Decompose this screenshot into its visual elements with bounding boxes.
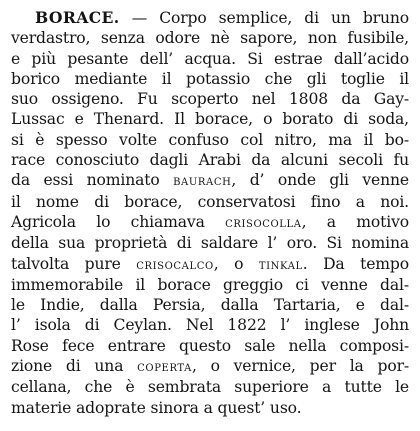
entry-line xyxy=(11,170,409,191)
small-caps-term: crisocalco xyxy=(136,256,214,273)
line-text: , d’ onde gli venne xyxy=(231,171,409,190)
line-text: materie adoprate sinora a quest’ uso. xyxy=(11,398,302,417)
small-caps-term: tinkal xyxy=(258,256,303,273)
line-text: verdastro, senza odore nè sapore, non fusibile, xyxy=(11,29,409,48)
line-text: . Da tempo xyxy=(302,254,409,273)
line-text: immemorabile il borace greggio ci venne dal- xyxy=(11,275,409,294)
line-text: si è spesso volte confuso col nitro, ma il bo- xyxy=(11,130,409,149)
entry-line xyxy=(11,69,409,89)
entry-line xyxy=(11,233,409,253)
line-text: Lussac e Thenard. Il borace, o borato di soda, xyxy=(11,110,409,129)
entry-line xyxy=(11,109,409,129)
entry-line xyxy=(11,192,409,212)
line-text: suo ossigeno. Fu scoperto nel 1808 da Gay- xyxy=(11,90,409,109)
entry-line xyxy=(11,150,409,170)
line-text: race conosciuto dagli Arabi da alcuni secoli fu xyxy=(11,151,409,170)
entry-line xyxy=(11,315,409,335)
small-caps-term: coperta xyxy=(137,359,192,376)
entry-line xyxy=(11,356,409,377)
entry-headword: BORACE. xyxy=(35,8,120,27)
line-text: e più pesante dell’ acqua. Si estrae dall’acido xyxy=(11,49,409,68)
entry-line xyxy=(11,336,409,356)
dictionary-entry xyxy=(11,8,409,418)
line-text: , o vernice, per la por- xyxy=(191,357,409,376)
entry-line xyxy=(11,377,409,397)
line-text: il nome di borace, conservatosi fino a noi. xyxy=(11,192,409,211)
line-text: — Corpo semplice, di un bruno xyxy=(119,9,409,27)
entry-line xyxy=(11,275,409,295)
line-text: da essi nominato xyxy=(11,171,174,190)
entry-line xyxy=(11,28,409,48)
entry-line xyxy=(11,89,409,109)
entry-line xyxy=(11,8,409,28)
small-caps-term: baurach xyxy=(173,173,232,190)
line-text: borico mediante il potassio che gli toglie il xyxy=(11,69,409,88)
entry-text xyxy=(11,8,409,418)
entry-line xyxy=(11,49,409,69)
entry-line xyxy=(11,295,409,315)
line-text: le Indie, dalla Persia, dalla Tartaria, e dal- xyxy=(11,296,409,315)
entry-line xyxy=(11,212,409,233)
small-caps-term: crisocolla xyxy=(225,214,302,231)
line-text: cellana, che è sembrata superiore a tutte le xyxy=(11,378,409,397)
line-text: Agricola lo chiamava xyxy=(11,212,226,231)
line-text: della sua proprietà di saldare l’ oro. Si nomina xyxy=(11,234,409,253)
line-text: , o xyxy=(213,254,259,273)
entry-line xyxy=(11,254,409,275)
line-text: , a motivo xyxy=(301,212,409,231)
line-text: Rose fece entrare questo sale nella composi- xyxy=(11,336,409,355)
line-text: talvolta pure xyxy=(11,254,137,273)
entry-line xyxy=(11,398,409,418)
entry-line xyxy=(11,130,409,150)
line-text: l’ isola di Ceylan. Nel 1822 l’ inglese John xyxy=(11,316,409,335)
line-text: zione di una xyxy=(11,357,138,376)
